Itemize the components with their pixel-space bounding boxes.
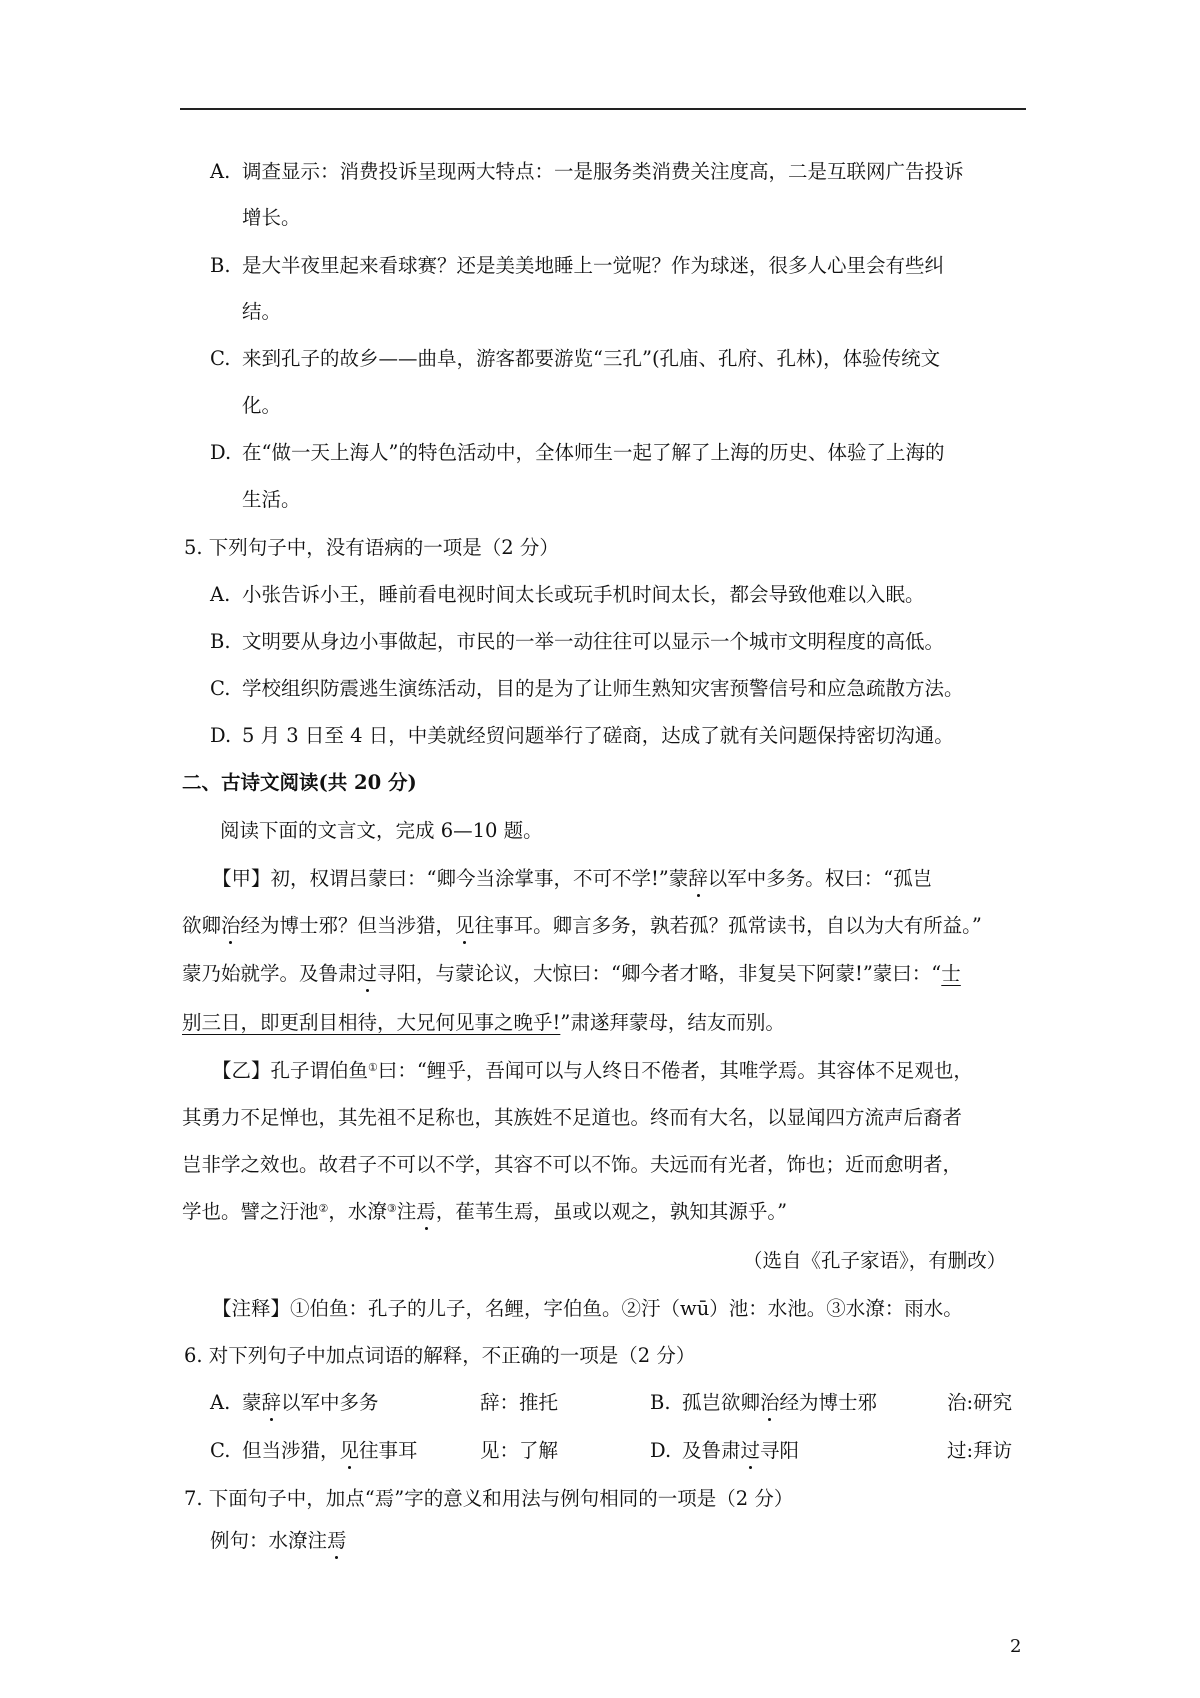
- q4-option-a: A. 调查显示：消费投诉呈现两大特点：一是服务类消费关注度高，二是互联网广告投诉: [210, 160, 964, 183]
- q5-option-c: C. 学校组织防震逃生演练活动，目的是为了让师生熟知灾害预警信号和应急疏散方法。: [210, 677, 964, 700]
- header-rule: [180, 108, 1026, 110]
- q7-stem: 7. 下面句子中，加点“焉”字的意义和用法与例句相同的一项是（2 分）: [184, 1487, 794, 1510]
- q6-stem: 6. 对下列句子中加点词语的解释，不正确的一项是（2 分）: [184, 1344, 696, 1367]
- footnote-marker: ②: [318, 1202, 329, 1215]
- q6-option-b: B. 孤岂欲卿治经为博士邪: [650, 1391, 878, 1414]
- dotted-char: 见: [339, 1439, 360, 1462]
- footnote-marker: ③: [386, 1202, 397, 1215]
- passage-yi-line-1: 【乙】孔子谓伯鱼①曰：“鲤乎，吾闻可以与人终日不倦者，其唯学焉。其容体不足观也，: [212, 1059, 973, 1082]
- q5-option-b: B. 文明要从身边小事做起，市民的一举一动往往可以显示一个城市文明程度的高低。: [210, 630, 945, 653]
- dotted-char: 过: [357, 962, 378, 985]
- passage-jia-line-4: 别三日，即更刮目相待，大兄何见事之晚乎!”肃遂拜蒙母，结友而别。: [182, 1011, 785, 1034]
- q5-option-d: D. 5 月 3 日至 4 日，中美就经贸问题举行了磋商，达成了就有关问题保持密切沟通。: [210, 724, 954, 747]
- q6-option-b-gloss: 治:研究: [947, 1391, 1013, 1414]
- q5-stem: 5. 下列句子中，没有语病的一项是（2 分）: [184, 536, 559, 559]
- underlined-sentence-start: 士: [941, 962, 961, 985]
- q5-option-a: A. 小张告诉小王，睡前看电视时间太长或玩手机时间太长，都会导致他难以入眠。: [210, 583, 925, 606]
- q7-example: 例句：水潦注焉: [210, 1529, 347, 1552]
- section-2-intro: 阅读下面的文言文，完成 6—10 题。: [220, 819, 543, 842]
- q6-option-d: D. 及鲁肃过寻阳: [650, 1439, 800, 1462]
- q4-option-d-cont: 生活。: [242, 488, 301, 511]
- passage-jia-line-3: 蒙乃始就学。及鲁肃过寻阳，与蒙论议，大惊曰：“卿今者才略，非复吴下阿蒙!”蒙曰：“士: [182, 962, 961, 985]
- dotted-char: 治: [221, 914, 241, 937]
- passage-jia-line-1: 【甲】初，权谓吕蒙曰：“卿今当涂掌事，不可不学!”蒙辞以军中多务。权曰：“孤岂: [212, 867, 933, 890]
- q6-option-a-gloss: 辞：推托: [480, 1391, 559, 1414]
- q6-option-c-gloss: 见：了解: [480, 1439, 559, 1462]
- footnote-marker: ①: [368, 1061, 378, 1074]
- q6-option-c: C. 但当涉猎，见往事耳: [210, 1439, 418, 1462]
- q4-option-d: D. 在“做一天上海人”的特色活动中，全体师生一起了解了上海的历史、体验了上海的: [210, 441, 945, 464]
- page-number: 2: [1010, 1636, 1022, 1657]
- dotted-char: 见: [455, 914, 475, 937]
- q4-option-b: B. 是大半夜里起来看球赛？还是美美地睡上一觉呢？作为球迷，很多人心里会有些纠: [210, 254, 945, 277]
- q6-option-d-gloss: 过:拜访: [947, 1439, 1013, 1462]
- dotted-char: 辞: [688, 867, 708, 890]
- passage-yi-line-4: 学也。譬之汙池②，水潦③注焉，萑苇生焉，虽或以观之，孰知其源乎。”: [182, 1200, 788, 1223]
- dotted-char: 辞: [261, 1391, 282, 1414]
- q4-option-c: C. 来到孔子的故乡——曲阜，游客都要游览“三孔”(孔庙、孔府、孔林)，体验传统文: [210, 347, 941, 370]
- dotted-char: 焉: [416, 1200, 436, 1223]
- annotation-notes: 【注释】①伯鱼：孔子的儿子，名鲤，字伯鱼。②汙（wū）池：水池。③水潦：雨水。: [212, 1297, 963, 1320]
- q6-option-a: A. 蒙辞以军中多务: [210, 1391, 379, 1414]
- passage-yi-line-3: 岂非学之效也。故君子不可以不学，其容不可以不饰。夫远而有光者，饰也；近而愈明者，: [182, 1153, 963, 1176]
- passage-yi-line-2: 其勇力不足惮也，其先祖不足称也，其族姓不足道也。终而有大名，以显闻四方流声后裔者: [182, 1106, 963, 1129]
- dotted-char: 治: [760, 1391, 780, 1414]
- q4-option-b-cont: 结。: [242, 300, 282, 323]
- passage-source: （选自《孔子家语》，有删改）: [743, 1249, 1007, 1272]
- underlined-sentence: 别三日，即更刮目相待，大兄何见事之晚乎!: [182, 1011, 561, 1034]
- section-2-title: 二、古诗文阅读(共 20 分): [182, 771, 417, 794]
- q4-option-a-cont: 增长。: [242, 206, 301, 229]
- dotted-char: 过: [740, 1439, 761, 1462]
- passage-jia-line-2: 欲卿治经为博士邪？但当涉猎，见往事耳。卿言多务，孰若孤？孤常读书，自以为大有所益。”: [182, 914, 982, 937]
- q4-option-c-cont: 化。: [242, 394, 282, 417]
- dotted-char: 焉: [327, 1529, 347, 1552]
